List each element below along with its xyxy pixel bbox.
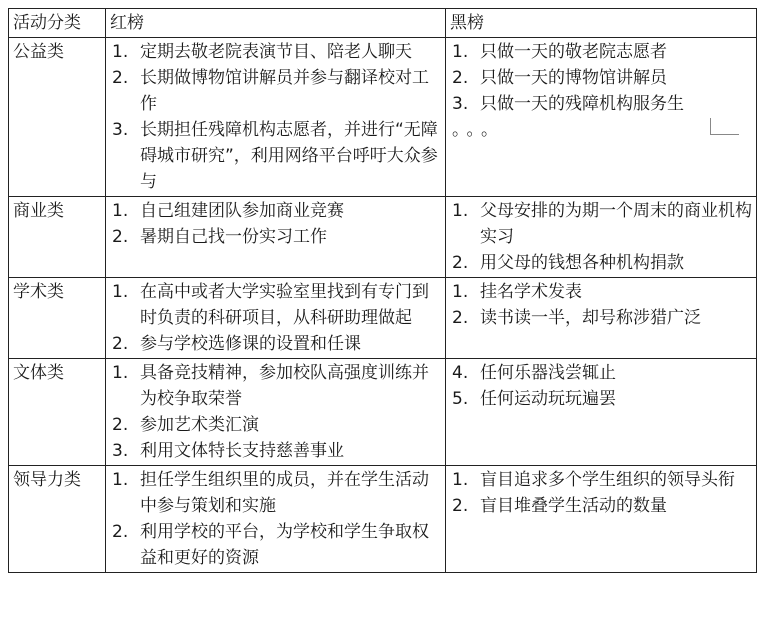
table-row — [9, 38, 757, 197]
list-item-number: 2. — [112, 334, 129, 354]
list-item-text: 父母安排的为期一个周末的商业机构实习 — [480, 201, 752, 247]
black-list-cell — [446, 359, 757, 466]
list-item-text: 长期做博物馆讲解员并参与翻译校对工作 — [140, 68, 429, 114]
list-item-text: 参与学校选修课的设置和任课 — [140, 334, 361, 354]
list-item-number: 3. — [112, 120, 129, 140]
list-item-number: 1. — [452, 282, 469, 302]
category-cell: 学术类 — [9, 278, 106, 359]
list-item-text: 只做一天的残障机构服务生 — [480, 94, 684, 114]
list-item — [450, 386, 752, 412]
list-item-text: 自己组建团队参加商业竞赛 — [140, 201, 344, 221]
list-item-number: 2. — [452, 496, 469, 516]
table-row — [9, 359, 757, 466]
list-item — [110, 360, 441, 412]
black-list — [450, 198, 752, 276]
list-item — [450, 39, 752, 65]
list-item-text: 盲目追求多个学生组织的领导头衔 — [480, 470, 735, 490]
trailing-ellipsis: 。。。 — [452, 120, 504, 140]
list-item-text: 任何运动玩玩遍罢 — [480, 389, 616, 409]
list-item-text: 挂名学术发表 — [480, 282, 582, 302]
activity-ranking-table — [8, 8, 757, 573]
list-item — [110, 467, 441, 519]
list-item-text: 长期担任残障机构志愿者，并进行“无障碍城市研究”，利用网络平台呼吁大众参与 — [140, 120, 438, 192]
list-item-text: 利用学校的平台，为学校和学生争取权益和更好的资源 — [140, 522, 429, 568]
header-red-list: 红榜 — [106, 9, 446, 38]
list-item — [450, 250, 752, 276]
list-item — [450, 360, 752, 386]
black-list — [450, 279, 752, 331]
list-item — [450, 493, 752, 519]
list-item-text: 利用文体特长支持慈善事业 — [140, 441, 344, 461]
list-item-number: 2. — [112, 522, 129, 542]
list-item-text: 只做一天的博物馆讲解员 — [480, 68, 667, 88]
red-list-cell — [106, 359, 446, 466]
list-item-number: 2. — [452, 308, 469, 328]
list-item-text: 在高中或者大学实验室里找到有专门到时负责的科研项目，从科研助理做起 — [140, 282, 429, 328]
list-item-text: 只做一天的敬老院志愿者 — [480, 42, 667, 62]
list-item-number: 1. — [452, 42, 469, 62]
list-item — [110, 224, 441, 250]
list-item-number: 1. — [112, 363, 129, 383]
list-item-text: 具备竞技精神，参加校队高强度训练并为校争取荣誉 — [140, 363, 429, 409]
list-item — [110, 198, 441, 224]
list-item — [110, 39, 441, 65]
list-item — [110, 65, 441, 117]
table-body — [9, 38, 757, 573]
list-item-text: 盲目堆叠学生活动的数量 — [480, 496, 667, 516]
table-header-row — [9, 9, 757, 38]
list-item-number: 2. — [112, 415, 129, 435]
list-item-text: 参加艺术类汇演 — [140, 415, 259, 435]
list-item — [110, 412, 441, 438]
table-row — [9, 466, 757, 573]
list-item-number: 1. — [112, 282, 129, 302]
list-item-number: 2. — [452, 68, 469, 88]
list-item-number: 1. — [112, 201, 129, 221]
black-list-cell — [446, 197, 757, 278]
black-list — [450, 39, 752, 117]
list-item-number: 4. — [452, 363, 469, 383]
header-category: 活动分类 — [9, 9, 106, 38]
category-cell: 文体类 — [9, 359, 106, 466]
list-item — [450, 279, 752, 305]
red-list-cell — [106, 38, 446, 197]
red-list — [110, 279, 441, 357]
list-item — [110, 331, 441, 357]
red-list — [110, 198, 441, 250]
list-item-number: 3. — [112, 441, 129, 461]
category-cell: 公益类 — [9, 38, 106, 197]
list-item — [450, 91, 752, 117]
list-item-text: 定期去敬老院表演节目、陪老人聊天 — [140, 42, 412, 62]
list-item-text: 读书读一半，却号称涉猎广泛 — [480, 308, 701, 328]
list-item-text: 用父母的钱想各种机构捐款 — [480, 253, 684, 273]
list-item-number: 5. — [452, 389, 469, 409]
red-list-cell — [106, 278, 446, 359]
black-list-cell — [446, 278, 757, 359]
list-item — [450, 467, 752, 493]
list-item-number: 1. — [452, 201, 469, 221]
category-cell: 领导力类 — [9, 466, 106, 573]
list-item-number: 2. — [112, 68, 129, 88]
corner-mark — [710, 118, 739, 135]
list-item — [450, 198, 752, 250]
list-item-number: 1. — [112, 42, 129, 62]
list-item — [110, 438, 441, 464]
list-item-text: 担任学生组织里的成员，并在学生活动中参与策划和实施 — [140, 470, 429, 516]
list-item-number: 1. — [452, 470, 469, 490]
black-list-cell — [446, 38, 757, 197]
category-cell: 商业类 — [9, 197, 106, 278]
red-list — [110, 467, 441, 571]
red-list-cell — [106, 466, 446, 573]
list-item — [110, 279, 441, 331]
header-black-list: 黑榜 — [446, 9, 757, 38]
list-item-number: 3. — [452, 94, 469, 114]
red-list — [110, 360, 441, 464]
list-item-number: 2. — [452, 253, 469, 273]
list-item — [110, 519, 441, 571]
list-item — [110, 117, 441, 195]
red-list-cell — [106, 197, 446, 278]
red-list — [110, 39, 441, 195]
document-page — [8, 8, 757, 573]
list-item-number: 1. — [112, 470, 129, 490]
list-item — [450, 305, 752, 331]
list-item-text: 任何乐器浅尝辄止 — [480, 363, 616, 383]
list-item — [450, 65, 752, 91]
list-item-number: 2. — [112, 227, 129, 247]
list-item-text: 暑期自己找一份实习工作 — [140, 227, 327, 247]
table-row — [9, 197, 757, 278]
black-list-cell — [446, 466, 757, 573]
black-list — [450, 360, 752, 412]
table-row — [9, 278, 757, 359]
black-list — [450, 467, 752, 519]
